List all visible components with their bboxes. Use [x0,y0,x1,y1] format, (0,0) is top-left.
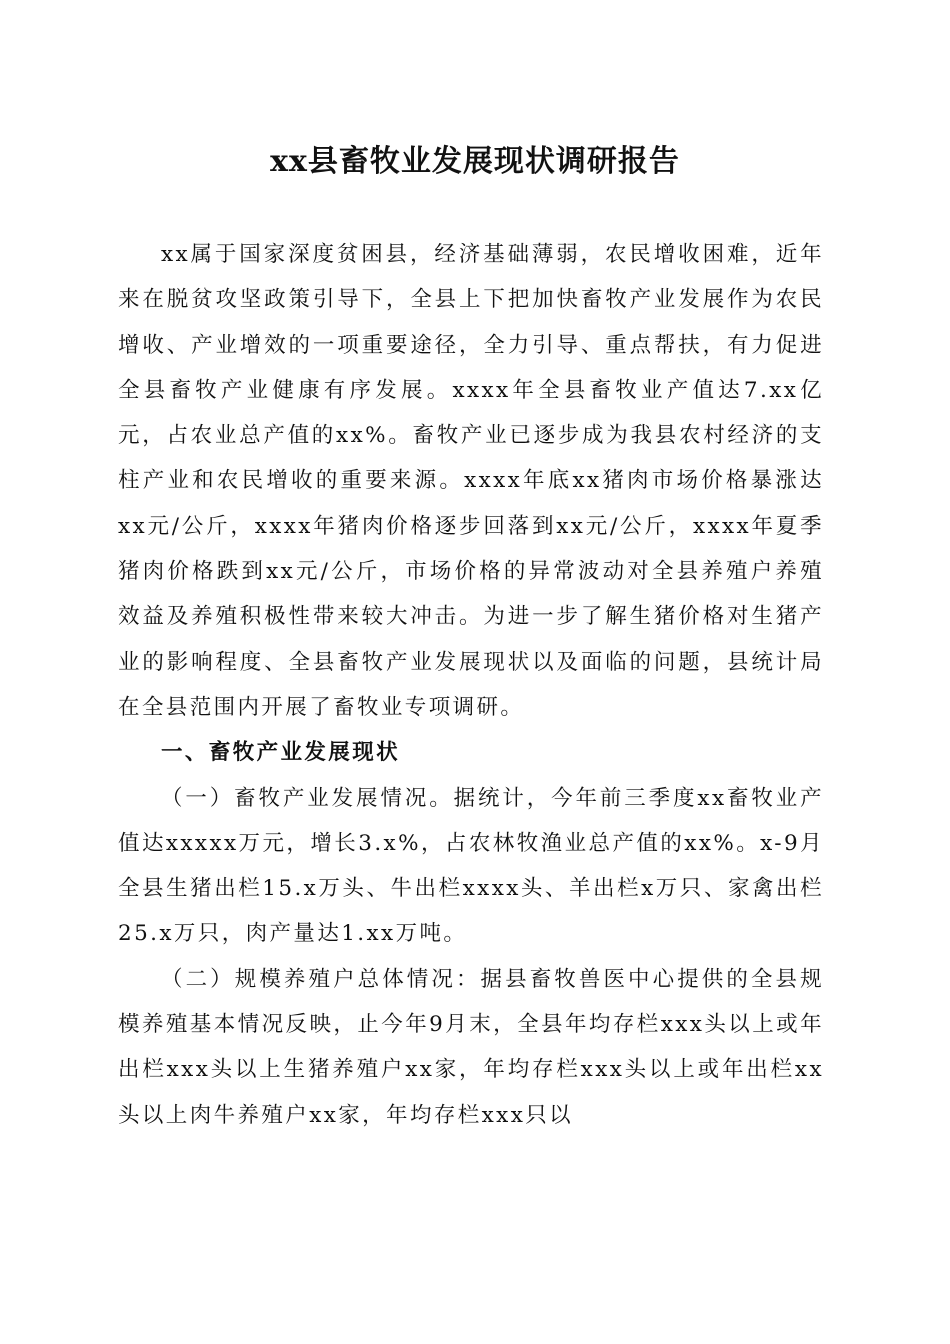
intro-paragraph: xx属于国家深度贫困县，经济基础薄弱，农民增收困难，近年来在脱贫攻坚政策引导下，全县上下把加快畜牧产业发展作为农民增收、产业增效的一项重要途径，全力引导、重点帮扶，有力促进全县畜牧产业健康有序发展。xxxx年全县畜牧业产值达7.xx亿元，占农业总产值的xx%。畜牧产业已逐步成为我县农村经济的支柱产业和农民增收的重要来源。xxxx年底xx猪肉市场价格暴涨达xx元/公斤，xxxx年猪肉价格逐步回落到xx元/公斤，xxxx年夏季猪肉价格跌到xx元/公斤，市场价格的异常波动对全县养殖户养殖效益及养殖积极性带来较大冲击。为进一步了解生猪价格对生猪产业的影响程度、全县畜牧产业发展现状以及面临的问题，县统计局在全县范围内开展了畜牧业专项调研。 [118,242,824,720]
subsection-paragraph-2: （二）规模养殖户总体情况：据县畜牧兽医中心提供的全县规模养殖基本情况反映，止今年9月末，全县年均存栏xxx头以上或年出栏xxx头以上生猪养殖户xx家，年均存栏xxx头以上或年出栏xx头以上肉牛养殖户xx家，年均存栏xxx只以 [118,966,824,1128]
document-title: xx县畜牧业发展现状调研报告 [270,144,680,179]
document-body [118,232,824,1138]
subsection-paragraph-1: （一）畜牧产业发展情况。据统计，今年前三季度xx畜牧业产值达xxxxx万元，增长3.x%，占农林牧渔业总产值的xx%。x-9月全县生猪出栏15.x万头、牛出栏xxxx头、羊出栏x万只、家禽出栏25.x万只，肉产量达1.xx万吨。 [118,785,824,947]
section-heading: 一、畜牧产业发展现状 [161,740,401,766]
